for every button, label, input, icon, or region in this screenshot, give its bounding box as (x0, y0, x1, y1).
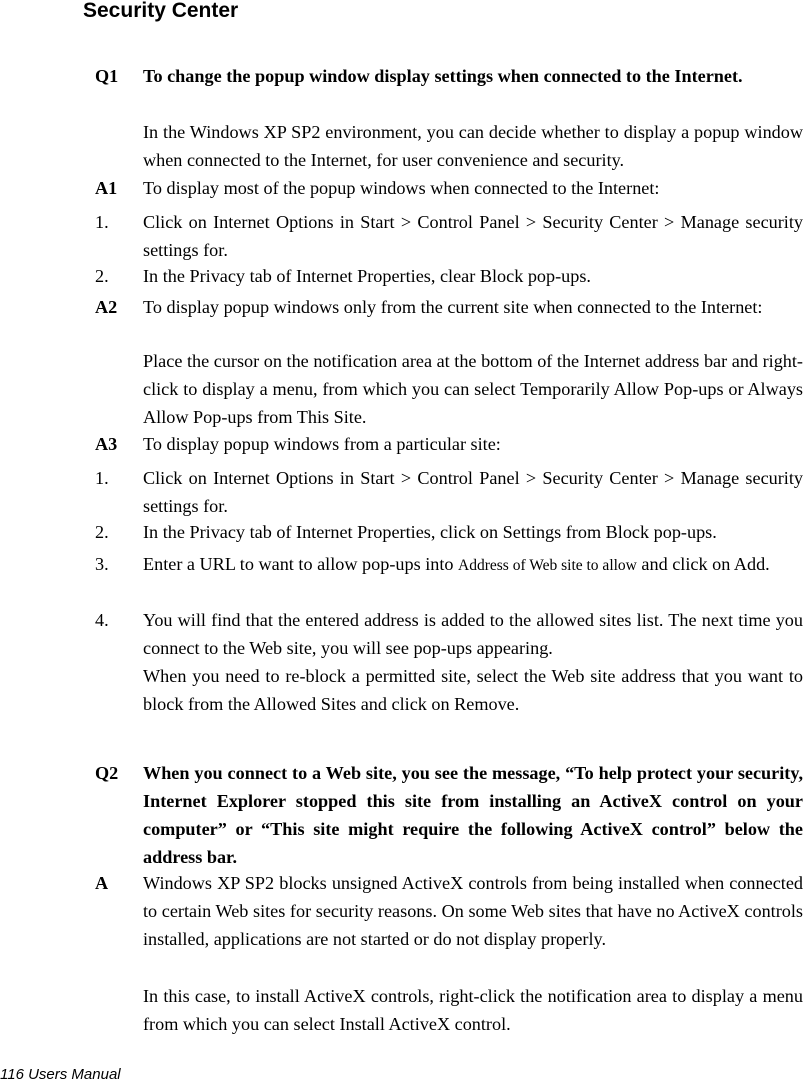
a3-step-2-text: In the Privacy tab of Internet Properties, click on Settings from Block pop-ups. (143, 522, 717, 542)
a3-step-3-text-before: Enter a URL to want to allow pop-ups into (143, 554, 459, 574)
a2-text: To display popup windows only from the current site when connected to the Internet: (143, 297, 763, 317)
q2-label: Q2 (95, 763, 119, 783)
a2-label: A2 (95, 297, 118, 317)
a1-step-1-text: Click on Internet Options in Start > Control Panel > Security Center > Manage security settings for. (143, 212, 803, 260)
page-footer: 116 Users Manual (0, 1066, 121, 1083)
a2-detail: Place the cursor on the notification area at the bottom of the Internet address bar and right-click to display a menu, from which you can select Temporarily Allow Pop-ups or Always Allow Pop-ups from This Site. (143, 351, 803, 427)
q2-answer-text: Windows XP SP2 blocks unsigned ActiveX controls from being installed when connected to certain Web sites for security reasons. On some Web sites that have no ActiveX controls installed, applications are not started or do not display properly. (143, 873, 803, 949)
a3-text: To display popup windows from a particular site: (143, 434, 501, 454)
dialog-field-name: Address of Web site to allow (458, 557, 637, 574)
a3-step-4-number: 4. (95, 610, 109, 630)
a1-step-2-number: 2. (95, 266, 109, 286)
a3-label: A3 (95, 434, 118, 454)
a3-note: When you need to re-block a permitted site, select the Web site address that you want to block from the Allowed Sites and click on Remove. (143, 666, 803, 714)
a3-step-2-number: 2. (95, 522, 109, 542)
a1-step-1-number: 1. (95, 212, 109, 232)
q2-answer-label: A (95, 873, 109, 893)
q1-intro: In the Windows XP SP2 environment, you can decide whether to display a popup window when connected to the Internet, for user convenience and security. (143, 122, 803, 170)
a1-text: To display most of the popup windows when connected to the Internet: (143, 178, 660, 198)
a3-step-3-text (143, 550, 803, 580)
a3-step-1-number: 1. (95, 468, 109, 488)
section-title: Security Center (83, 0, 239, 22)
a3-step-1-text: Click on Internet Options in Start > Control Panel > Security Center > Manage security settings for. (143, 468, 803, 516)
q2-answer-detail: In this case, to install ActiveX controls, right-click the notification area to display a menu from which you can select Install ActiveX control. (143, 986, 803, 1034)
a3-step-4-text: You will find that the entered address is added to the allowed sites list. The next time you connect to the Web site, you will see pop-ups appearing. (143, 610, 803, 658)
q1-label: Q1 (95, 66, 119, 86)
a1-step-2-text: In the Privacy tab of Internet Properties, clear Block pop-ups. (143, 266, 591, 286)
a3-step-3-text-after: and click on Add. (636, 554, 770, 574)
q1-question: To change the popup window display settings when connected to the Internet. (143, 66, 743, 86)
q2-question: When you connect to a Web site, you see the message, “To help protect your security, Internet Explorer stopped this site from installing an ActiveX control on your computer” or “This site might require the following ActiveX control” below the address bar. (143, 763, 803, 867)
a3-step-3-number: 3. (95, 554, 109, 574)
a1-label: A1 (95, 178, 118, 198)
